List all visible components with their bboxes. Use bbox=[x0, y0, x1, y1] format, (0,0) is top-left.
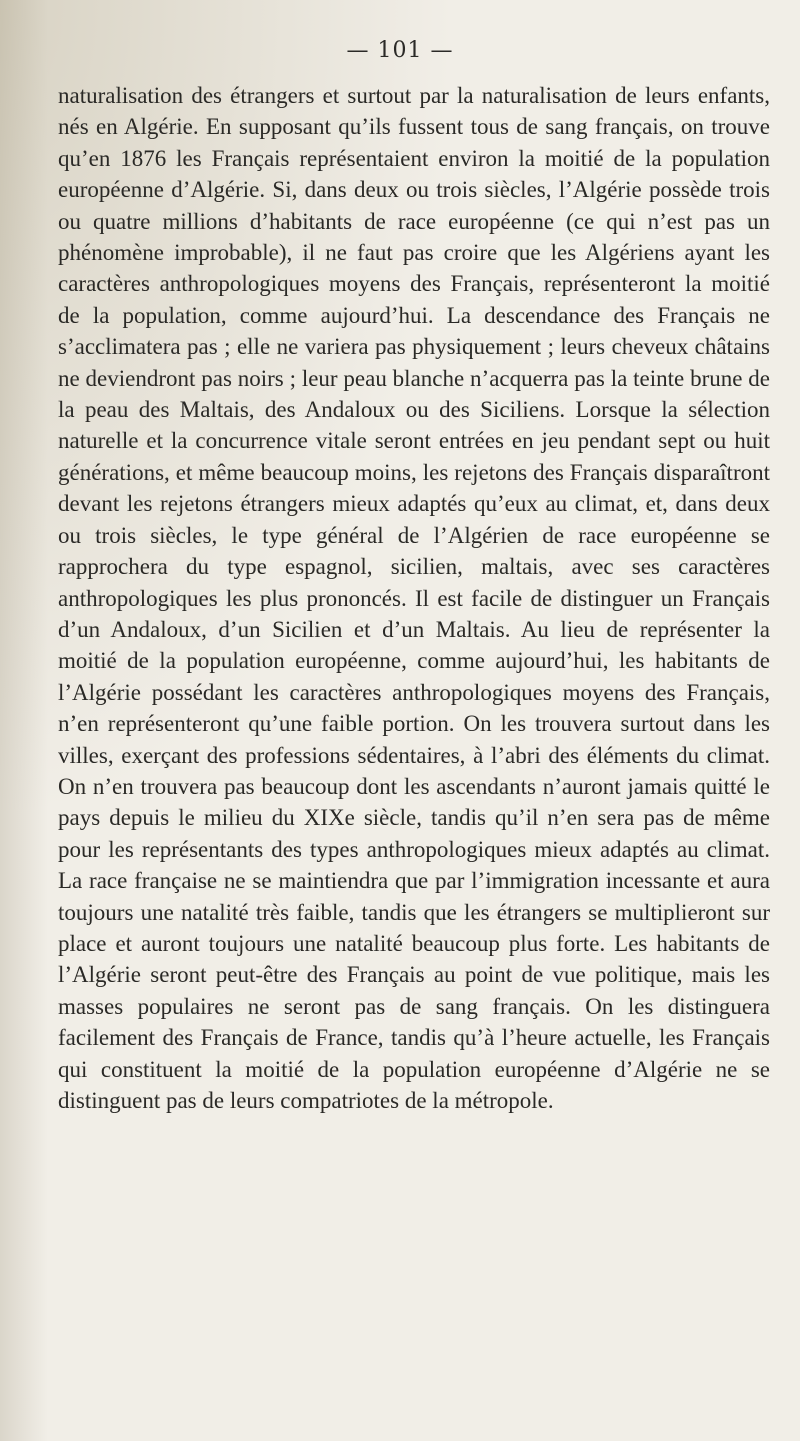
page-number: — 101 — bbox=[346, 38, 454, 63]
body-paragraph: naturalisation des étrangers et surtout par la naturalisation de leurs enfants, nés en Algérie. En supposant qu’ils fussent tous de sang français, on trouve qu’en 1876 les Français représentaient environ la moitié de la population européenne d’Algérie. Si, dans deux ou trois siècles, l’Algérie possède trois ou quatre millions d’habitants de race européenne (ce qui n’est pas un phénomène improbable), il ne faut pas croire que les Algériens ayant les caractères anthropologiques moyens des Français, représenteront la moitié de la population, comme aujourd’hui. La descendance des Français ne s’acclimatera pas ; elle ne variera pas physiquement ; leurs cheveux châtains ne deviendront pas noirs ; leur peau blanche n’acquerra pas la teinte brune de la peau des Maltais, des Andaloux ou des Siciliens. Lorsque la sélection naturelle et la concurrence vitale seront entrées en jeu pendant sept ou huit générations, et même beaucoup moins, les rejetons des Français disparaîtront devant les rejetons étrangers mieux adaptés qu’eux au climat, et, dans deux ou trois siècles, le type général de l’Algérien de race européenne se rapprochera du type espagnol, sicilien, maltais, avec ses caractères anthropologiques les plus prononcés. Il est facile de distinguer un Français d’un Andaloux, d’un Sicilien et d’un Maltais. Au lieu de représenter la moitié de la population européenne, comme aujourd’hui, les habitants de l’Algérie possédant les caractères anthropologiques moyens des Français, n’en représenteront qu’une faible portion. On les trouvera surtout dans les villes, exerçant des professions sédentaires, à l’abri des éléments du climat. On n’en trouvera pas beaucoup dont les ascendants n’auront jamais quitté le pays depuis le milieu du XIXe siècle, tandis qu’il n’en sera pas de même pour les représentants des types anthropologiques mieux adaptés au climat. La race française ne se maintiendra que par l’immigration incessante et aura toujours une natalité très faible, tandis que les étrangers se multiplieront sur place et auront toujours une natalité beaucoup plus forte. Les habitants de l’Algérie seront peut-être des Français au point de vue politique, mais les masses populaires ne seront pas de sang français. On les distinguera facilement des Français de France, tandis qu’à l’heure actuelle, les Français qui constituent la moitié de la population européenne d’Algérie ne se distinguent pas de leurs compatriotes de la métropole. bbox=[58, 83, 770, 1113]
